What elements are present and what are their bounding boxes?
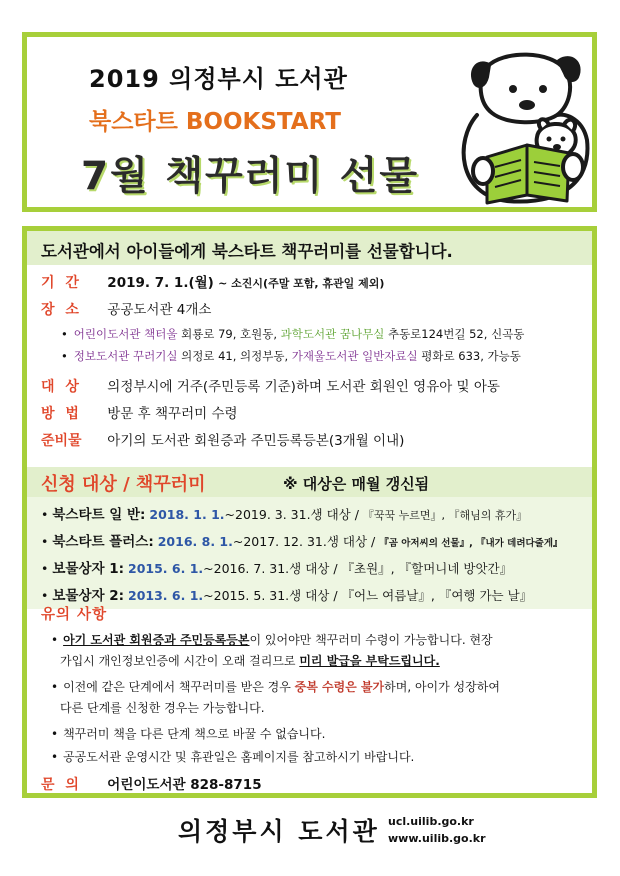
period-label: 기 간 xyxy=(41,275,82,291)
apply-row-books: 『어느 여름날』, 『여행 가는 날』 xyxy=(341,588,533,603)
apply-row-label: 북스타트 일 반: xyxy=(52,507,146,523)
header-title-line2: 북스타트 BOOKSTART xyxy=(89,109,341,135)
note-item: • 책꾸러미 책을 다른 단계 책으로 바꿀 수 없습니다. xyxy=(51,727,326,741)
apply-row-range: ~2016. 7. 31.생 대상 / xyxy=(203,561,338,576)
note-text: 다른 단계를 신청한 경우는 가능합니다. xyxy=(60,701,265,715)
place-name: 가재울도서관 일반자료실 xyxy=(291,349,418,363)
place-value: 공공도서관 4개소 xyxy=(107,302,212,318)
target-label: 대 상 xyxy=(41,379,82,395)
prep-row xyxy=(41,429,404,450)
bear-reading-book-with-cub-icon xyxy=(447,45,595,207)
header-title-line1: 2019 의정부시 도서관 xyxy=(89,65,348,93)
header-banner xyxy=(22,32,597,212)
footer-library-name: 의정부시 도서관 xyxy=(178,817,380,846)
main-info-box xyxy=(22,226,597,798)
period-date: 2019. 7. 1.(월) xyxy=(107,275,214,291)
apply-row: • 보물상자 1: 2015. 6. 1.~2016. 7. 31.생 대상 / 『초원』, 『할머니네 방앗간』 xyxy=(41,561,513,577)
apply-header xyxy=(27,467,592,497)
notes-title: 유의 사항 xyxy=(41,607,108,623)
prep-value: 아기의 도서관 회원증과 주민등록등본(3개월 이내) xyxy=(107,433,405,449)
contact-row xyxy=(41,773,262,794)
place-address: 추동로124번길 52, 신곡동 xyxy=(387,327,525,341)
apply-title: 신청 대상 / 책꾸러미 xyxy=(41,474,206,495)
footer-url-link[interactable]: www.uilib.go.kr xyxy=(388,832,486,845)
place-name: 과학도서관 꿈나무실 xyxy=(280,327,385,341)
apply-row: • 보물상자 2: 2013. 6. 1.~2015. 5. 31.생 대상 / 『어느 여름날』, 『여행 가는 날』 xyxy=(41,588,533,604)
apply-row-range: ~2019. 3. 31.생 대상 / xyxy=(224,507,359,522)
target-value: 의정부시에 거주(주민등록 기준)하며 도서관 회원인 영유아 및 아동 xyxy=(107,379,500,395)
note-text: 이전에 같은 단계에서 책꾸러미를 받은 경우 xyxy=(63,680,291,694)
apply-list xyxy=(27,497,592,609)
period-suffix: ~ 소진시(주말 포함, 휴관일 제외) xyxy=(218,277,385,290)
note-text: 책꾸러미 책을 다른 단계 책으로 바꿀 수 없습니다. xyxy=(63,727,326,741)
apply-row-label: 보물상자 2: xyxy=(52,588,125,604)
target-row xyxy=(41,375,500,396)
apply-row-range: ~2017. 12. 31.생 대상 / xyxy=(232,534,376,549)
method-value: 방문 후 책꾸러미 수령 xyxy=(107,406,238,422)
note-text: 하며, 아이가 성장하여 xyxy=(384,680,500,694)
header-title-line3: 7월 책꾸러미 선물 xyxy=(81,154,420,199)
apply-row-start: 2018. 1. 1. xyxy=(149,507,225,522)
apply-row-books: 『곰 아저씨의 선물』, 『내가 데려다줄게』 xyxy=(379,538,563,549)
place-item: • 어린이도서관 책터울 회룡로 79, 호원동, 과학도서관 꿈나무실 추동로124번길 52, 신곡동 xyxy=(61,327,525,341)
place-address: 평화로 633, 가능동 xyxy=(421,349,521,363)
place-item: • 정보도서관 꾸러기실 의정로 41, 의정부동, 가재울도서관 일반자료실 평화로 633, 가능동 xyxy=(61,349,521,363)
note-item: • 이전에 같은 단계에서 책꾸러미를 받은 경우 중복 수령은 불가하며, 아이가 성장하여 xyxy=(51,680,500,694)
apply-row: • 북스타트 플러스: 2016. 8. 1.~2017. 12. 31.생 대상 / 『곰 아저씨의 선물』, 『내가 데려다줄게』 xyxy=(41,534,563,550)
note-text: 가입시 개인정보인증에 시간이 오래 걸리므로 xyxy=(60,654,296,668)
contact-label: 문 의 xyxy=(41,777,82,793)
method-label: 방 법 xyxy=(41,406,82,422)
intro-banner: 도서관에서 아이들에게 북스타트 책꾸러미를 선물합니다. xyxy=(27,231,592,265)
note-item: • 공공도서관 운영시간 및 휴관일은 홈페이지를 참고하시기 바랍니다. xyxy=(51,750,415,764)
footer-url-link[interactable]: ucl.uilib.go.kr xyxy=(388,815,474,828)
footer-urls xyxy=(388,813,486,847)
note-text: 이 있어야만 책꾸러미 수령이 가능합니다. 현장 xyxy=(249,633,493,647)
apply-note: ※ 대상은 매월 갱신됨 xyxy=(283,475,430,493)
apply-row: • 북스타트 일 반: 2018. 1. 1.~2019. 3. 31.생 대상 / 『꾹꾹 누르면』, 『해님의 휴가』 xyxy=(41,507,528,523)
place-address: 의정로 41, 의정부동, xyxy=(181,349,289,363)
note-emphasis: 미리 발급을 부탁드립니다. xyxy=(299,654,440,668)
apply-row-label: 보물상자 1: xyxy=(52,561,125,577)
prep-label: 준비물 xyxy=(41,433,82,449)
note-emphasis: 중복 수령은 불가 xyxy=(294,680,385,694)
apply-row-books: 『초원』, 『할머니네 방앗간』 xyxy=(341,561,513,576)
method-row xyxy=(41,402,238,423)
apply-row-start: 2013. 6. 1. xyxy=(128,588,204,603)
place-row xyxy=(41,298,211,319)
note-item: • 아기 도서관 회원증과 주민등록등본이 있어야만 책꾸러미 수령이 가능합니다. 현장 xyxy=(51,633,493,647)
apply-row-start: 2015. 6. 1. xyxy=(128,561,204,576)
period-row xyxy=(41,271,384,292)
place-address: 회룡로 79, 호원동, xyxy=(181,327,278,341)
apply-row-books: 『꾹꾹 누르면』, 『해님의 휴가』 xyxy=(362,509,528,522)
apply-row-range: ~2015. 5. 31.생 대상 / xyxy=(203,588,338,603)
note-emphasis: 아기 도서관 회원증과 주민등록등본 xyxy=(63,633,250,647)
note-item-cont xyxy=(60,652,440,669)
apply-row-start: 2016. 8. 1. xyxy=(157,534,233,549)
place-label: 장 소 xyxy=(41,302,82,318)
note-text: 공공도서관 운영시간 및 휴관일은 홈페이지를 참고하시기 바랍니다. xyxy=(63,750,415,764)
apply-row-label: 북스타트 플러스: xyxy=(52,534,154,550)
place-name: 정보도서관 꾸러기실 xyxy=(73,349,178,363)
contact-value: 어린이도서관 828-8715 xyxy=(107,777,262,793)
note-item-cont xyxy=(60,699,265,716)
place-name: 어린이도서관 책터울 xyxy=(73,327,178,341)
